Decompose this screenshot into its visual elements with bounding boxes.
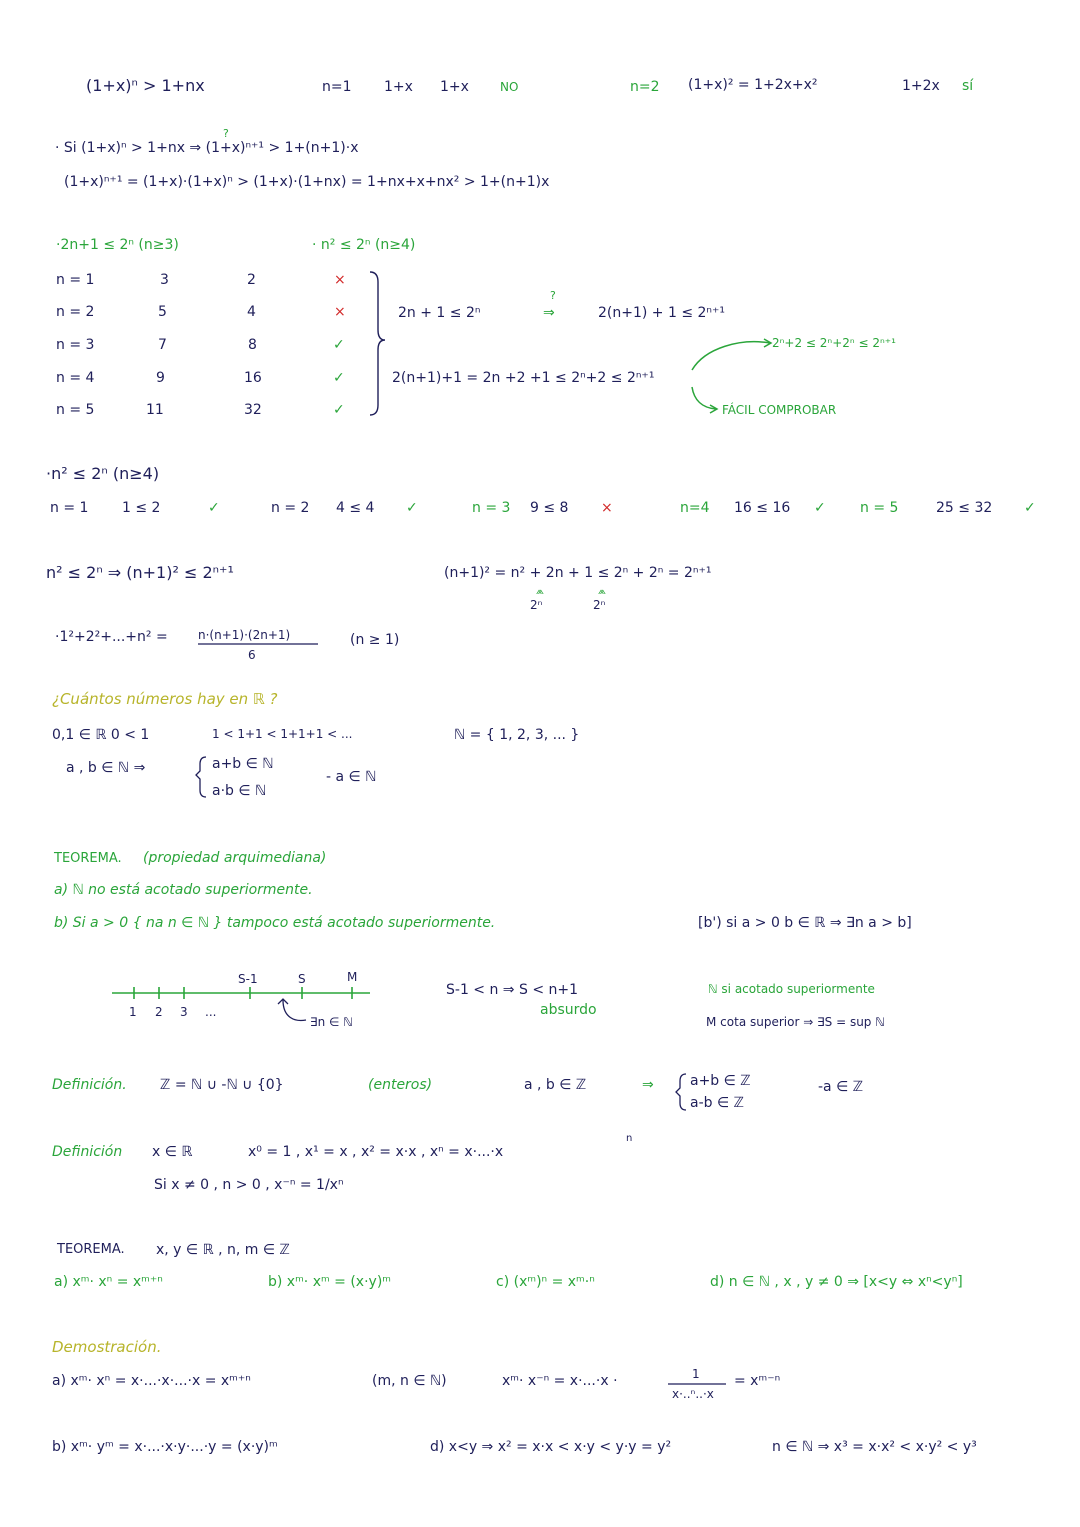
table-row-a: 5 xyxy=(158,304,167,320)
check-expr: 1 ≤ 2 xyxy=(122,500,161,516)
negative-power-definition: Si x ≠ 0 , n > 0 , x⁻ⁿ = 1/xⁿ xyxy=(154,1177,344,1193)
theorem-part-b-prime: [b') si a > 0 b ∈ ℝ ⇒ ∃n a > b] xyxy=(698,915,912,931)
check-mark: ✓ xyxy=(333,370,345,386)
case-n1-label: n=1 xyxy=(322,79,352,95)
bound-2n: 2ⁿ xyxy=(593,598,606,612)
case-n2-right: 1+2x xyxy=(902,78,940,94)
check-n: n = 3 xyxy=(472,500,511,516)
sum-squares-condition: (n ≥ 1) xyxy=(350,632,400,648)
power-rule-d: d) n ∈ ℕ , x , y ≠ 0 ⇒ [x<y ⇔ xⁿ<yⁿ] xyxy=(710,1274,963,1290)
theorem-name: (propiedad arquimediana) xyxy=(143,850,327,866)
demonstration-title: Demostración. xyxy=(52,1338,162,1356)
check-expr: 9 ≤ 8 xyxy=(530,500,569,516)
proof-part-a-result: = xᵐ⁻ⁿ xyxy=(734,1373,781,1389)
integer-closure-brace xyxy=(676,1074,686,1110)
proof-part-a: a) xᵐ· xⁿ = x·...·x·...·x = xᵐ⁺ⁿ xyxy=(52,1373,251,1389)
proof-part-a-negative: xᵐ· x⁻ⁿ = x·...·x · xyxy=(502,1373,618,1389)
axis-label-m: M xyxy=(347,970,358,984)
case-n2-label: n=2 xyxy=(630,79,660,95)
n2-implication: n² ≤ 2ⁿ ⇒ (n+1)² ≤ 2ⁿ⁺¹ xyxy=(46,563,234,582)
integer-negation: -a ∈ ℤ xyxy=(818,1079,864,1095)
integers-definition: ℤ = ℕ ∪ -ℕ ∪ {0} xyxy=(160,1077,284,1093)
x-in-reals: x ∈ ℝ xyxy=(152,1144,193,1160)
table-row-a: 11 xyxy=(146,402,164,418)
binomial-inequality: (1+x)ⁿ > 1+nx xyxy=(86,76,205,95)
naturals-set: ℕ = { 1, 2, 3, ... } xyxy=(454,727,580,743)
proof-part-a-condition: (m, n ∈ ℕ) xyxy=(372,1373,447,1389)
definition-title: Definición. xyxy=(52,1077,127,1093)
exists-n-label: ∃n ∈ ℕ xyxy=(310,1015,353,1029)
sum-squares-numerator: n·(n+1)·(2n+1) xyxy=(198,628,291,642)
check-n: n=4 xyxy=(680,500,710,516)
cross-mark: × xyxy=(334,272,346,288)
bound-2n: 2ⁿ xyxy=(530,598,543,612)
cross-mark: × xyxy=(601,500,613,516)
curved-arrow xyxy=(692,342,770,370)
induction-proof-line: (1+x)ⁿ⁺¹ = (1+x)·(1+x)ⁿ > (1+x)·(1+nx) = 1+nx+x+nx² > 1+(n+1)x xyxy=(64,174,550,190)
easy-check-note: FÁCIL COMPROBAR xyxy=(722,403,837,417)
succession-line: 1 < 1+1 < 1+1+1 < ... xyxy=(212,727,353,741)
closure-brace xyxy=(196,757,206,797)
axis-tick-label: ... xyxy=(205,1005,217,1019)
check-expr: 16 ≤ 16 xyxy=(734,500,791,516)
definition-title: Definición xyxy=(52,1144,123,1160)
table-row-a: 9 xyxy=(156,370,165,386)
power-rule-a: a) xᵐ· xⁿ = xᵐ⁺ⁿ xyxy=(54,1274,163,1290)
implication-question: ? xyxy=(550,289,556,302)
implication-arrow: ⇒ xyxy=(543,305,555,321)
question-heading: ¿Cuántos números hay en ℝ ? xyxy=(52,690,278,708)
theorem-title: TEOREMA. xyxy=(57,1242,125,1257)
check-mark: ✓ xyxy=(208,500,220,516)
closure-product: a·b ∈ ℕ xyxy=(212,783,267,799)
table-row-n: n = 3 xyxy=(56,337,95,353)
check-expr: 25 ≤ 32 xyxy=(936,500,993,516)
implication-arrow: ⇒ xyxy=(642,1077,654,1093)
proof-fraction-numerator: 1 xyxy=(692,1367,700,1381)
theorem-variables: x, y ∈ ℝ , n, m ∈ ℤ xyxy=(156,1242,290,1258)
check-mark: ✓ xyxy=(333,402,345,418)
check-mark: ✓ xyxy=(1024,500,1036,516)
case-n2-answer: sí xyxy=(962,78,974,94)
induction-goal: 2(n+1) + 1 ≤ 2ⁿ⁺¹ xyxy=(598,305,725,321)
integers-label: (enteros) xyxy=(368,1077,433,1093)
absurd-label: absurdo xyxy=(540,1002,597,1018)
check-mark: ✓ xyxy=(333,337,345,353)
power-rule-b: b) xᵐ· xᵐ = (x·y)ᵐ xyxy=(268,1274,392,1290)
table-row-a: 7 xyxy=(158,337,167,353)
closure-sum: a+b ∈ ℕ xyxy=(212,756,274,772)
check-n: n = 1 xyxy=(50,500,89,516)
ineq-n2-title: · n² ≤ 2ⁿ (n≥4) xyxy=(312,237,416,253)
induction-question-mark: ? xyxy=(223,127,229,140)
bounded-assumption: ℕ si acotado superiormente xyxy=(708,982,875,996)
induction-hypothesis: 2n + 1 ≤ 2ⁿ xyxy=(398,305,481,321)
n2-proof: (n+1)² = n² + 2n + 1 ≤ 2ⁿ + 2ⁿ = 2ⁿ⁺¹ xyxy=(444,565,712,581)
case-n1-answer: NO xyxy=(500,80,519,94)
table-row-n: n = 1 xyxy=(56,272,95,288)
theorem-part-a: a) ℕ no está acotado superiormente. xyxy=(54,882,313,898)
table-row-n: n = 2 xyxy=(56,304,95,320)
integer-closure-sum: a+b ∈ ℤ xyxy=(690,1073,751,1089)
sum-squares-denominator: 6 xyxy=(248,648,256,662)
closure-premise: a , b ∈ ℕ ⇒ xyxy=(66,760,146,776)
table-row-b: 8 xyxy=(248,337,257,353)
zero-one-line: 0,1 ∈ ℝ 0 < 1 xyxy=(52,727,150,743)
table-row-b: 4 xyxy=(247,304,256,320)
table-row-b: 16 xyxy=(244,370,262,386)
geq-symbol: ⩕ xyxy=(536,586,544,597)
proof-fraction-denominator: x·..ⁿ..·x xyxy=(672,1387,714,1401)
check-mark: ✓ xyxy=(814,500,826,516)
integer-closure-diff: a-b ∈ ℤ xyxy=(690,1095,745,1111)
table-row-n: n = 5 xyxy=(56,402,95,418)
ineq-2n-title: ·2n+1 ≤ 2ⁿ (n≥3) xyxy=(56,237,179,253)
theorem-part-b: b) Si a > 0 { na n ∈ ℕ } tampoco está acotado superiormente. xyxy=(54,915,496,931)
negation-note: - a ∈ ℕ xyxy=(326,769,377,785)
geq-symbol: ⩕ xyxy=(598,586,606,597)
table-row-n: n = 4 xyxy=(56,370,95,386)
axis-tick-label: 3 xyxy=(180,1005,188,1019)
ineq-n2-heading: ·n² ≤ 2ⁿ (n≥4) xyxy=(46,464,160,483)
sum-squares-left: ·1²+2²+...+n² = xyxy=(55,629,168,645)
table-row-b: 32 xyxy=(244,402,262,418)
power-rule-c: c) (xᵐ)ⁿ = xᵐ·ⁿ xyxy=(496,1274,595,1290)
contradiction-step: S-1 < n ⇒ S < n+1 xyxy=(446,982,579,998)
supremum-step: M cota superior ⇒ ∃S = sup ℕ xyxy=(706,1015,885,1029)
case-n2-expr: (1+x)² = 1+2x+x² xyxy=(688,77,818,93)
case-n1-left: 1+x xyxy=(384,79,413,95)
check-expr: 4 ≤ 4 xyxy=(336,500,375,516)
case-n1-right: 1+x xyxy=(440,79,469,95)
table-brace xyxy=(370,272,385,415)
induction-chain: 2(n+1)+1 = 2n +2 +1 ≤ 2ⁿ+2 ≤ 2ⁿ⁺¹ xyxy=(392,370,655,386)
proof-part-d-cube: n ∈ ℕ ⇒ x³ = x·x² < x·y² < y³ xyxy=(772,1439,977,1455)
theorem-title: TEOREMA. xyxy=(54,851,122,866)
integer-closure-premise: a , b ∈ ℤ xyxy=(524,1077,587,1093)
proof-part-b: b) xᵐ· yᵐ = x·...·x·y·...·y = (x·y)ᵐ xyxy=(52,1439,278,1455)
induction-step-line: · Si (1+x)ⁿ > 1+nx ⇒ (1+x)ⁿ⁺¹ > 1+(n+1)·x xyxy=(55,140,359,156)
axis-tick-label: 2 xyxy=(155,1005,163,1019)
check-mark: ✓ xyxy=(406,500,418,516)
check-n: n = 2 xyxy=(271,500,310,516)
induction-chain-green: 2ⁿ+2 ≤ 2ⁿ+2ⁿ ≤ 2ⁿ⁺¹ xyxy=(772,336,896,350)
check-n: n = 5 xyxy=(860,500,899,516)
power-definitions: x⁰ = 1 , x¹ = x , x² = x·x , xⁿ = x·...·x xyxy=(248,1144,504,1160)
axis-label-s: S xyxy=(298,972,306,986)
table-row-a: 3 xyxy=(160,272,169,288)
power-count: n xyxy=(626,1133,633,1144)
axis-tick-label: 1 xyxy=(129,1005,137,1019)
table-row-b: 2 xyxy=(247,272,256,288)
axis-label-s-minus-1: S-1 xyxy=(238,972,258,986)
proof-part-d: d) x<y ⇒ x² = x·x < x·y < y·y = y² xyxy=(430,1439,672,1455)
cross-mark: × xyxy=(334,304,346,320)
